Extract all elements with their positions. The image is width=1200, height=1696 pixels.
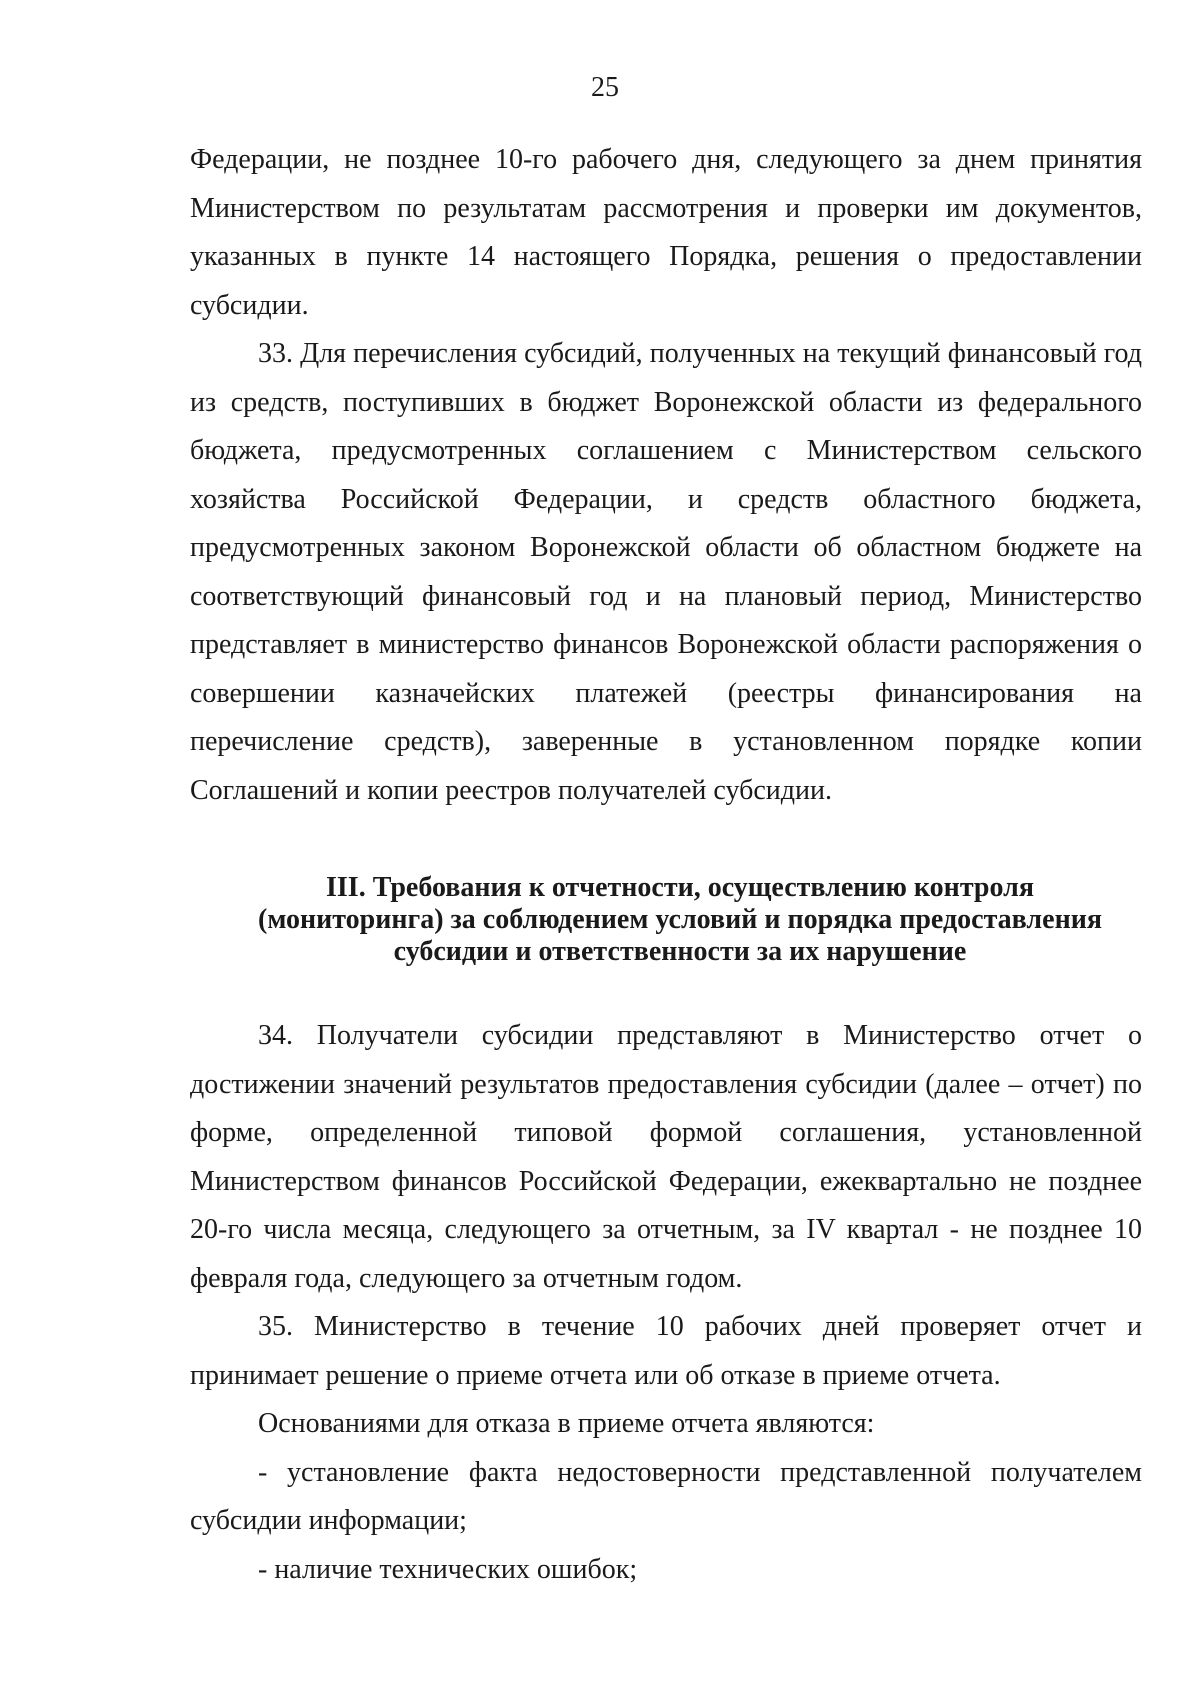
section-heading-line-3: субсидии и ответственности за их нарушение [393, 936, 967, 967]
section-heading-line-2: (мониторинга) за соблюдением условий и порядка предоставления [258, 904, 1102, 935]
list-item-unreliable-info: - установление факта недостоверности представленной получателем субсидии информации; [190, 1456, 1142, 1536]
body-text-bottom [190, 1012, 1142, 1594]
page-number: 25 [591, 72, 619, 103]
section-heading [230, 872, 1130, 968]
paragraph-continuation: Федерации, не позднее 10-го рабочего дня, следующего за днем принятия Министерством по результатам рассмотрения и проверки им документов, указанных в пункте 14 настоящего Порядка, решения о предоставлении субсидии. [190, 144, 1142, 321]
paragraph-33: 33. Для перечисления субсидий, полученных на текущий финансовый год из средств, поступивших в бюджет Воронежской области из федерального бюджета, предусмотренных соглашением с Министерством сельского хозяйства Российской Федерации, и средств областного бюджета, предусмотренных законом Воронежской области об областном бюджете на соответствующий финансовый год и на плановый период, Министерство представляет в министерство финансов Воронежской области распоряжения о совершении казначейских платежей (реестры финансирования на перечисление средств), заверенные в установленном порядке копии Соглашений и копии реестров получателей субсидии. [190, 338, 1142, 806]
body-text-top [190, 136, 1142, 815]
paragraph-35: 35. Министерство в течение 10 рабочих дней проверяет отчет и принимает решение о приеме отчета или об отказе в приеме отчета. [190, 1311, 1142, 1391]
list-item-technical-errors: - наличие технических ошибок; [258, 1553, 638, 1585]
paragraph-grounds: Основаниями для отказа в приеме отчета являются: [258, 1408, 875, 1439]
section-heading-line-1: III. Требования к отчетности, осуществлению контроля [326, 872, 1034, 903]
paragraph-34: 34. Получатели субсидии представляют в Министерство отчет о достижении значений результатов предоставления субсидии (далее – отчет) по форме, определенной типовой формой соглашения, установленной Министерством финансов Российской Федерации, ежеквартально не позднее 20-го числа месяца, следующего за отчетным, за IV квартал - не позднее 10 февраля года, следующего за отчетным годом. [190, 1020, 1142, 1294]
